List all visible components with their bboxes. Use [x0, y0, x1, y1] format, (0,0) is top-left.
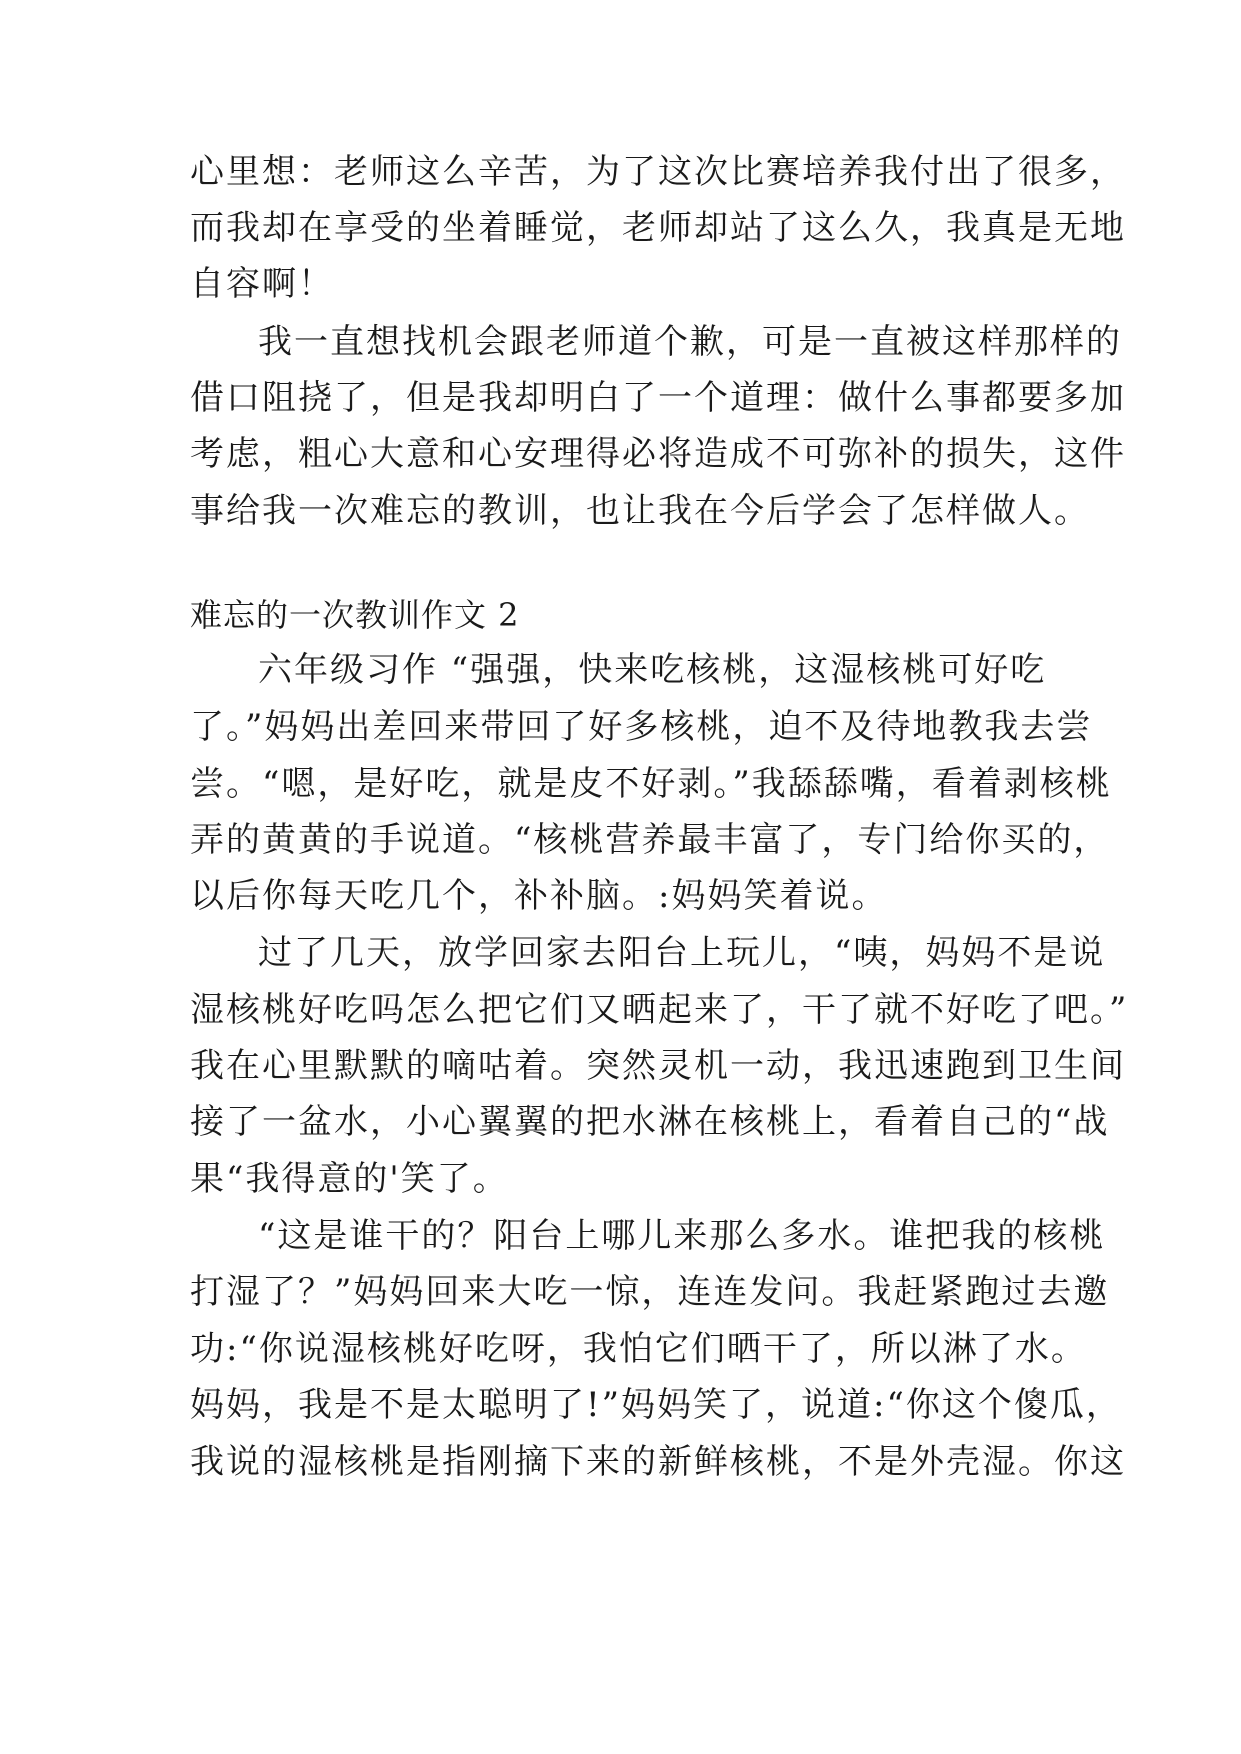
body-text-line: 我一直想找机会跟老师道个歉，可是一直被这样那样的 — [258, 322, 1122, 362]
body-text-line: 借口阻挠了，但是我却明白了一个道理：做什么事都要多加 — [190, 378, 1126, 418]
body-text-line: 妈妈，我是不是太聪明了!”妈妈笑了，说道:“你这个傻瓜， — [190, 1385, 1122, 1425]
body-text-line: 尝。“嗯，是好吃，就是皮不好剥。”我舔舔嘴，看着剥核桃 — [190, 764, 1112, 804]
body-text-line: 过了几天，放学回家去阳台上玩儿，“咦，妈妈不是说 — [258, 933, 1106, 973]
body-text-line: 打湿了？”妈妈回来大吃一惊，连连发问。我赶紧跑过去邀 — [190, 1272, 1110, 1312]
body-text-line: “这是谁干的？阳台上哪儿来那么多水。谁把我的核桃 — [258, 1216, 1106, 1256]
body-text-line: 接了一盆水，小心翼翼的把水淋在核桃上，看着自己的“战 — [190, 1102, 1110, 1142]
body-text-line: 我在心里默默的嘀咕着。突然灵机一动，我迅速跑到卫生间 — [190, 1046, 1126, 1086]
body-text-line: 了。”妈妈出差回来带回了好多核桃，迫不及待地教我去尝 — [190, 707, 1093, 747]
body-text-line: 我说的湿核桃是指刚摘下来的新鲜核桃，不是外壳湿。你这 — [190, 1442, 1126, 1482]
body-text-line: 心里想：老师这么辛苦，为了这次比赛培养我付出了很多， — [190, 152, 1126, 192]
body-text-line: 而我却在享受的坐着睡觉，老师却站了这么久，我真是无地 — [190, 208, 1126, 248]
body-text-line: 以后你每天吃几个，补补脑。:妈妈笑着说。 — [190, 876, 888, 916]
body-text-line: 湿核桃好吃吗怎么把它们又晒起来了，干了就不好吃了吧。” — [190, 990, 1129, 1030]
body-text-line: 功:“你说湿核桃好吃呀，我怕它们晒干了，所以淋了水。 — [190, 1329, 1087, 1369]
body-text-line: 六年级习作 “强强，快来吃核桃，这湿核桃可好吃 — [258, 650, 1047, 690]
body-text-line: 果“我得意的'笑了。 — [190, 1159, 509, 1199]
body-text-line: 考虑，粗心大意和心安理得必将造成不可弥补的损失，这件 — [190, 434, 1126, 474]
section-heading: 难忘的一次教训作文 2 — [190, 596, 520, 634]
body-text-line: 弄的黄黄的手说道。“核桃营养最丰富了，专门给你买的， — [190, 820, 1110, 860]
body-text-line: 自容啊！ — [190, 264, 334, 304]
body-text-line: 事给我一次难忘的教训，也让我在今后学会了怎样做人。 — [190, 491, 1090, 531]
